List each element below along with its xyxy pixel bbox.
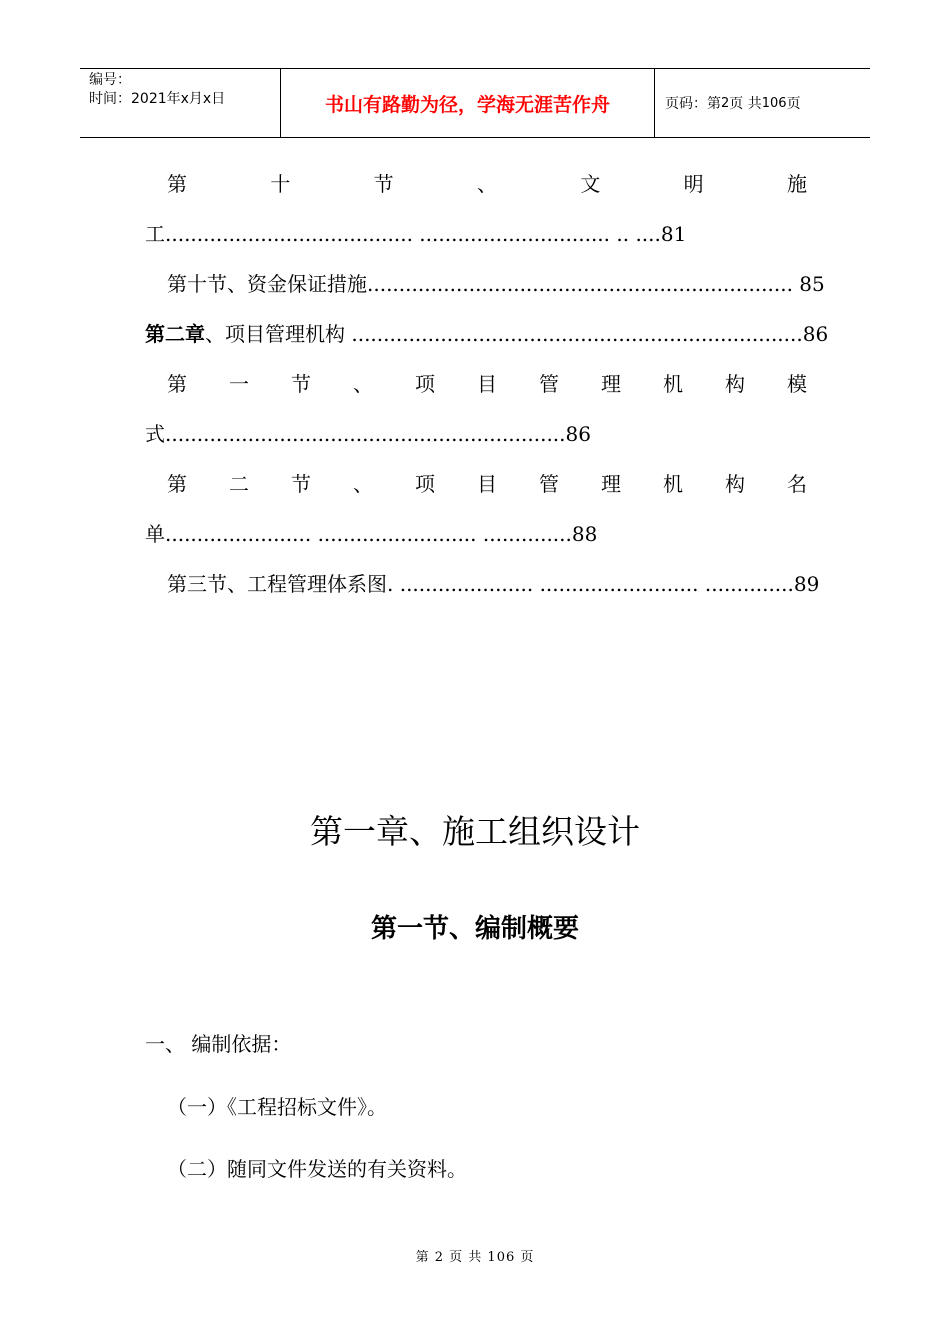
toc-char: 节 — [373, 172, 394, 196]
toc-item-org-mode — [167, 372, 807, 396]
toc-char: 项 — [415, 372, 435, 396]
serial-label: 编号： — [89, 72, 131, 88]
toc-char: 十 — [270, 172, 291, 196]
toc-char: 管 — [539, 472, 559, 496]
toc-item-management-system: 第三节、工程管理体系图. ..................... ......................... ..............89 — [167, 572, 820, 596]
toc-chapter-rest: 、项目管理机构 .......................................................................86 — [205, 322, 829, 346]
toc-item-funding: 第十节、资金保证措施................................................................... 85 — [167, 272, 825, 296]
list-item: （二）随同文件发送的有关资料。 — [167, 1157, 467, 1181]
page-total: 106 — [761, 95, 787, 111]
toc-char: 理 — [601, 472, 621, 496]
toc-char: 构 — [725, 372, 745, 396]
page-header — [80, 68, 870, 138]
toc-char: 构 — [725, 472, 745, 496]
toc-char: 目 — [477, 472, 497, 496]
toc-char: 管 — [539, 372, 559, 396]
list-heading: 一、 编制依据： — [145, 1032, 292, 1056]
page-prefix: 页码：第 — [665, 96, 721, 112]
toc-char: 机 — [663, 472, 683, 496]
page-suffix: 页 — [786, 96, 801, 112]
toc-char: 第 — [167, 172, 187, 196]
toc-item-civilized-construction — [167, 172, 807, 196]
toc-char: 二 — [229, 472, 249, 496]
toc-char: 模 — [787, 372, 807, 396]
page-number: 2 — [721, 95, 730, 111]
page-footer: 第 2 页 共 106 页 — [415, 1250, 535, 1265]
toc-char: 、 — [476, 172, 497, 196]
page-mid: 页 共 — [729, 96, 762, 112]
toc-char: 一 — [229, 372, 249, 396]
toc-char: 节 — [291, 472, 311, 496]
toc-chapter-label: 第二章 — [145, 322, 205, 346]
toc-char: 名 — [787, 472, 807, 496]
toc-char: 项 — [415, 472, 435, 496]
toc-item-continuation: 单....................... ......................... ..............88 — [145, 522, 598, 546]
list-item: （一）《工程招标文件》。 — [167, 1095, 387, 1119]
header-meta — [80, 69, 281, 137]
toc-char: 施 — [786, 172, 807, 196]
toc-char: 理 — [601, 372, 621, 396]
toc-char: 明 — [683, 172, 704, 196]
toc-char: 目 — [477, 372, 497, 396]
toc-char: 第 — [167, 472, 187, 496]
toc-char: 机 — [663, 372, 683, 396]
toc-item-chapter-two — [145, 322, 828, 346]
toc-item-continuation: 工....................................... .............................. .. ....81 — [145, 222, 687, 246]
toc-char: 文 — [580, 172, 601, 196]
toc-char: 、 — [353, 372, 373, 396]
toc-item-continuation: 式...............................................................86 — [145, 422, 591, 446]
time-label: 时间：2021年x月x日 — [89, 91, 226, 107]
toc-item-org-list — [167, 472, 807, 496]
toc-char: 第 — [167, 372, 187, 396]
toc-char: 节 — [291, 372, 311, 396]
header-page-info — [655, 69, 870, 137]
section-title: 第一节、编制概要 — [370, 914, 579, 944]
chapter-title: 第一章、施工组织设计 — [310, 812, 640, 851]
header-motto: 书山有路勤为径，学海无涯苦作舟 — [281, 69, 655, 137]
toc-char: 、 — [353, 472, 373, 496]
